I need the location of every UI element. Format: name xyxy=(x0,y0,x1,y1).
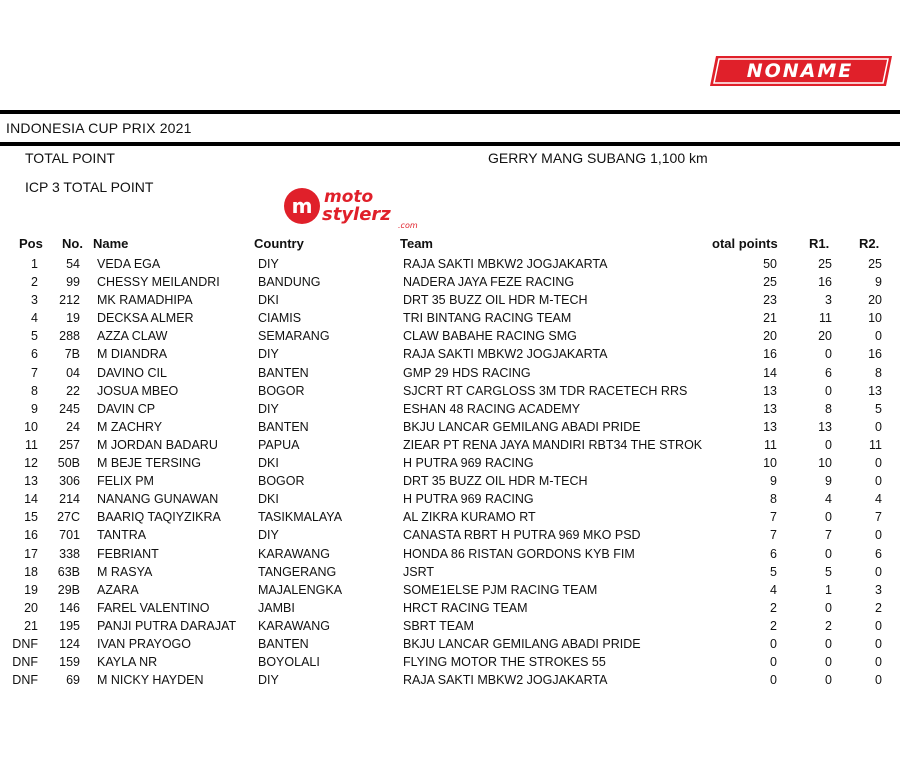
table-row xyxy=(0,273,900,291)
cell-country: DIY xyxy=(258,347,279,362)
cell-r1: 4 xyxy=(825,492,832,507)
cell-pos: 1 xyxy=(31,257,38,271)
col-header-country: Country xyxy=(254,236,304,251)
cell-pos: 18 xyxy=(24,564,38,579)
cell-country: DKI xyxy=(258,492,279,507)
cell-r2: 0 xyxy=(875,419,882,434)
cell-r1: 2 xyxy=(825,618,832,633)
cell-team: DRT 35 BUZZ OIL HDR M-TECH xyxy=(403,293,588,308)
cell-name: TANTRA xyxy=(97,528,147,543)
cell-country: TASIKMALAYA xyxy=(258,510,343,525)
subtitle-icp3: ICP 3 TOTAL POINT xyxy=(25,179,154,195)
table-row xyxy=(0,382,900,400)
cell-name: DAVIN CP xyxy=(97,401,156,416)
cell-r2: 25 xyxy=(868,257,882,271)
cell-pos: DNF xyxy=(12,673,38,688)
table-row xyxy=(0,454,900,472)
cell-name: JOSUA MBEO xyxy=(97,383,179,398)
cell-r1: 1 xyxy=(825,582,832,597)
cell-total: 10 xyxy=(763,456,777,471)
cell-r1: 0 xyxy=(825,383,832,398)
cell-name: AZZA CLAW xyxy=(97,329,168,344)
cell-r1: 0 xyxy=(825,600,832,615)
cell-r1: 7 xyxy=(825,528,832,543)
cell-name: BAARIQ TAQIYZIKRA xyxy=(97,510,221,525)
cell-team: BKJU LANCAR GEMILANG ABADI PRIDE xyxy=(403,636,641,651)
table-row xyxy=(0,364,900,382)
cell-team: RAJA SAKTI MBKW2 JOGJAKARTA xyxy=(403,257,608,271)
cell-team: CLAW BABAHE RACING SMG xyxy=(403,329,577,344)
cell-country: BANDUNG xyxy=(258,275,321,290)
table-row xyxy=(0,526,900,544)
cell-total: 13 xyxy=(763,383,777,398)
cell-no: 69 xyxy=(66,673,80,688)
cell-total: 11 xyxy=(764,437,777,452)
cell-team: H PUTRA 969 RACING xyxy=(403,492,534,507)
cell-team: AL ZIKRA KURAMO RT xyxy=(403,510,536,525)
cell-pos: 12 xyxy=(24,456,38,471)
cell-name: M NICKY HAYDEN xyxy=(97,673,204,688)
svg-text:moto: moto xyxy=(324,187,374,207)
cell-r2: 8 xyxy=(875,365,882,380)
table-row xyxy=(0,418,900,436)
header-rule-bottom xyxy=(0,142,900,146)
cell-team: H PUTRA 969 RACING xyxy=(403,456,534,471)
table-row xyxy=(0,508,900,526)
cell-r1: 20 xyxy=(818,329,832,344)
cell-team: DRT 35 BUZZ OIL HDR M-TECH xyxy=(403,474,588,489)
cell-pos: 13 xyxy=(24,474,38,489)
cell-no: 124 xyxy=(59,636,80,651)
cell-r2: 7 xyxy=(875,510,882,525)
cell-country: DIY xyxy=(258,401,279,416)
cell-r2: 20 xyxy=(868,293,882,308)
cell-total: 21 xyxy=(763,311,777,326)
cell-r2: 13 xyxy=(868,383,882,398)
event-info: GERRY MANG SUBANG 1,100 km xyxy=(488,150,708,166)
cell-no: 338 xyxy=(59,546,80,561)
cell-no: 04 xyxy=(66,365,80,380)
cell-country: TANGERANG xyxy=(258,564,337,579)
cell-team: BKJU LANCAR GEMILANG ABADI PRIDE xyxy=(403,419,641,434)
cell-r2: 0 xyxy=(875,618,882,633)
table-row xyxy=(0,327,900,345)
cell-name: M DIANDRA xyxy=(97,347,168,362)
cell-r2: 6 xyxy=(875,546,882,561)
cell-no: 214 xyxy=(59,492,80,507)
svg-text:stylerz: stylerz xyxy=(322,204,391,225)
cell-no: 19 xyxy=(66,311,80,326)
cell-pos: 8 xyxy=(31,383,38,398)
cell-total: 14 xyxy=(763,365,777,380)
cell-name: FEBRIANT xyxy=(97,546,159,561)
cell-country: CIAMIS xyxy=(258,311,302,326)
cell-r1: 0 xyxy=(825,673,832,688)
cell-team: RAJA SAKTI MBKW2 JOGJAKARTA xyxy=(403,673,608,688)
cell-country: BOYOLALI xyxy=(258,655,320,670)
cell-team: CANASTA RBRT H PUTRA 969 MKO PSD xyxy=(403,528,641,543)
cell-no: 306 xyxy=(59,474,80,489)
cell-name: DECKSA ALMER xyxy=(97,311,194,326)
table-row xyxy=(0,599,900,617)
cell-r2: 10 xyxy=(868,311,882,326)
cell-r2: 5 xyxy=(875,401,882,416)
col-header-total: otal points xyxy=(712,236,778,251)
header-rule-top xyxy=(0,110,900,114)
cell-name: M BEJE TERSING xyxy=(97,456,201,471)
table-row xyxy=(0,563,900,581)
cell-no: 29B xyxy=(57,582,80,597)
cell-pos: 11 xyxy=(25,437,38,452)
cell-total: 25 xyxy=(763,275,777,290)
cell-name: VEDA EGA xyxy=(97,257,161,271)
cell-name: M ZACHRY xyxy=(97,419,163,434)
cell-country: MAJALENGKA xyxy=(258,582,343,597)
cell-country: BANTEN xyxy=(258,365,309,380)
cell-r1: 0 xyxy=(825,437,832,452)
cell-country: SEMARANG xyxy=(258,329,330,344)
cell-r2: 0 xyxy=(875,329,882,344)
col-header-no: No. xyxy=(62,236,83,251)
table-row xyxy=(0,472,900,490)
cell-team: HONDA 86 RISTAN GORDONS KYB FIM xyxy=(403,546,635,561)
svg-text:m: m xyxy=(291,194,313,218)
cell-country: BANTEN xyxy=(258,419,309,434)
cell-pos: 20 xyxy=(24,600,38,615)
cell-r2: 0 xyxy=(875,673,882,688)
motostylerz-watermark xyxy=(282,182,432,230)
cell-no: 257 xyxy=(59,437,80,452)
cell-r2: 4 xyxy=(875,492,882,507)
cell-no: 159 xyxy=(59,655,80,670)
cell-r2: 16 xyxy=(868,347,882,362)
cell-no: 288 xyxy=(59,329,80,344)
table-row xyxy=(0,617,900,635)
table-row xyxy=(0,436,900,454)
cell-pos: DNF xyxy=(12,636,38,651)
cell-total: 16 xyxy=(763,347,777,362)
cell-country: JAMBI xyxy=(258,600,295,615)
cell-country: BOGOR xyxy=(258,383,305,398)
cell-pos: DNF xyxy=(12,655,38,670)
table-row xyxy=(0,345,900,363)
cell-r1: 0 xyxy=(825,655,832,670)
cell-pos: 2 xyxy=(31,275,38,290)
cell-r1: 0 xyxy=(825,347,832,362)
cell-country: BANTEN xyxy=(258,636,309,651)
cell-r2: 0 xyxy=(875,474,882,489)
cell-team: SJCRT RT CARGLOSS 3M TDR RACETECH RRS xyxy=(403,383,688,398)
cell-pos: 5 xyxy=(31,329,38,344)
col-header-r1: R1. xyxy=(809,236,830,251)
cell-team: ESHAN 48 RACING ACADEMY xyxy=(403,401,581,416)
cell-r1: 3 xyxy=(825,293,832,308)
cell-team: SOME1ELSE PJM RACING TEAM xyxy=(403,582,598,597)
cell-total: 20 xyxy=(763,329,777,344)
cell-total: 23 xyxy=(763,293,777,308)
cell-no: 27C xyxy=(57,510,80,525)
cell-total: 0 xyxy=(770,673,777,688)
cell-country: BOGOR xyxy=(258,474,305,489)
cell-name: AZARA xyxy=(97,582,139,597)
cell-r1: 25 xyxy=(818,257,832,271)
col-header-r2: R2. xyxy=(859,236,880,251)
cell-r1: 5 xyxy=(825,564,832,579)
table-row xyxy=(0,635,900,653)
cell-team: NADERA JAYA FEZE RACING xyxy=(403,275,575,290)
cell-no: 50B xyxy=(57,456,80,471)
cell-r2: 0 xyxy=(875,564,882,579)
cell-name: CHESSY MEILANDRI xyxy=(97,275,220,290)
cell-country: DIY xyxy=(258,673,279,688)
cell-no: 195 xyxy=(59,618,80,633)
cell-r2: 0 xyxy=(875,456,882,471)
cell-no: 54 xyxy=(66,257,80,271)
cell-r2: 0 xyxy=(875,528,882,543)
cell-no: 7B xyxy=(64,347,80,362)
cell-name: M JORDAN BADARU xyxy=(97,437,218,452)
table-row xyxy=(0,545,900,563)
table-row xyxy=(0,671,900,689)
cell-no: 99 xyxy=(66,275,80,290)
cell-total: 6 xyxy=(770,546,777,561)
table-row xyxy=(0,653,900,671)
table-row xyxy=(0,291,900,309)
cell-pos: 15 xyxy=(24,510,38,525)
table-row xyxy=(0,400,900,418)
cell-country: PAPUA xyxy=(258,437,300,452)
page-title: INDONESIA CUP PRIX 2021 xyxy=(6,120,192,136)
cell-pos: 3 xyxy=(31,293,38,308)
cell-team: TRI BINTANG RACING TEAM xyxy=(403,311,572,326)
col-header-pos: Pos xyxy=(19,236,43,251)
cell-no: 146 xyxy=(59,600,80,615)
cell-total: 4 xyxy=(770,582,777,597)
cell-r2: 0 xyxy=(875,655,882,670)
cell-team: JSRT xyxy=(403,564,435,579)
cell-r1: 10 xyxy=(818,456,832,471)
cell-team: RAJA SAKTI MBKW2 JOGJAKARTA xyxy=(403,347,608,362)
cell-no: 212 xyxy=(59,293,80,308)
cell-total: 7 xyxy=(770,528,777,543)
cell-total: 0 xyxy=(770,655,777,670)
cell-pos: 10 xyxy=(24,419,38,434)
cell-r1: 6 xyxy=(825,365,832,380)
cell-r2: 11 xyxy=(869,437,882,452)
cell-pos: 4 xyxy=(31,311,38,326)
cell-total: 50 xyxy=(763,257,777,271)
cell-r1: 8 xyxy=(825,401,832,416)
cell-no: 24 xyxy=(66,419,80,434)
table-row xyxy=(0,490,900,508)
cell-name: DAVINO CIL xyxy=(97,365,167,380)
cell-name: NANANG GUNAWAN xyxy=(97,492,219,507)
cell-r1: 16 xyxy=(818,275,832,290)
svg-text:NONAME: NONAME xyxy=(746,60,854,82)
cell-no: 245 xyxy=(59,401,80,416)
cell-team: ZIEAR PT RENA JAYA MANDIRI RBT34 THE STROK xyxy=(403,437,703,452)
table-row xyxy=(0,255,900,273)
table-row xyxy=(0,581,900,599)
cell-no: 701 xyxy=(59,528,80,543)
cell-name: FELIX PM xyxy=(97,474,154,489)
cell-r2: 0 xyxy=(875,636,882,651)
cell-pos: 16 xyxy=(24,528,38,543)
cell-team: SBRT TEAM xyxy=(403,618,474,633)
cell-r1: 13 xyxy=(818,419,832,434)
cell-r2: 2 xyxy=(875,600,882,615)
cell-total: 2 xyxy=(770,600,777,615)
cell-name: M RASYA xyxy=(97,564,153,579)
cell-team: FLYING MOTOR THE STROKES 55 xyxy=(403,655,606,670)
cell-no: 22 xyxy=(66,383,80,398)
cell-name: MK RAMADHIPA xyxy=(97,293,193,308)
cell-pos: 7 xyxy=(31,365,38,380)
cell-name: FAREL VALENTINO xyxy=(97,600,210,615)
cell-total: 0 xyxy=(770,636,777,651)
col-header-team: Team xyxy=(400,236,433,251)
cell-no: 63B xyxy=(57,564,80,579)
cell-country: DKI xyxy=(258,456,279,471)
cell-name: KAYLA NR xyxy=(97,655,158,670)
noname-logo xyxy=(708,54,894,88)
cell-total: 5 xyxy=(770,564,777,579)
cell-name: PANJI PUTRA DARAJAT xyxy=(97,618,237,633)
cell-pos: 9 xyxy=(31,401,38,416)
cell-r2: 9 xyxy=(875,275,882,290)
cell-country: KARAWANG xyxy=(258,618,330,633)
cell-country: DKI xyxy=(258,293,279,308)
cell-total: 2 xyxy=(770,618,777,633)
subtitle-total-point: TOTAL POINT xyxy=(25,150,115,166)
cell-total: 7 xyxy=(770,510,777,525)
cell-r1: 0 xyxy=(825,546,832,561)
cell-pos: 6 xyxy=(31,347,38,362)
cell-total: 8 xyxy=(770,492,777,507)
cell-r1: 0 xyxy=(825,510,832,525)
cell-team: HRCT RACING TEAM xyxy=(403,600,528,615)
cell-r1: 0 xyxy=(825,636,832,651)
cell-country: DIY xyxy=(258,528,279,543)
cell-team: GMP 29 HDS RACING xyxy=(403,365,531,380)
table-row xyxy=(0,309,900,327)
cell-country: DIY xyxy=(258,257,279,271)
cell-r1: 11 xyxy=(819,311,832,326)
cell-total: 9 xyxy=(770,474,777,489)
cell-pos: 19 xyxy=(24,582,38,597)
results-table xyxy=(0,255,900,689)
cell-pos: 21 xyxy=(24,618,38,633)
cell-total: 13 xyxy=(763,419,777,434)
cell-pos: 14 xyxy=(24,492,38,507)
cell-country: KARAWANG xyxy=(258,546,330,561)
cell-name: IVAN PRAYOGO xyxy=(97,636,192,651)
svg-text:.com: .com xyxy=(398,221,418,230)
cell-total: 13 xyxy=(763,401,777,416)
cell-pos: 17 xyxy=(24,546,38,561)
cell-r2: 3 xyxy=(875,582,882,597)
cell-r1: 9 xyxy=(825,474,832,489)
col-header-name: Name xyxy=(93,236,129,251)
